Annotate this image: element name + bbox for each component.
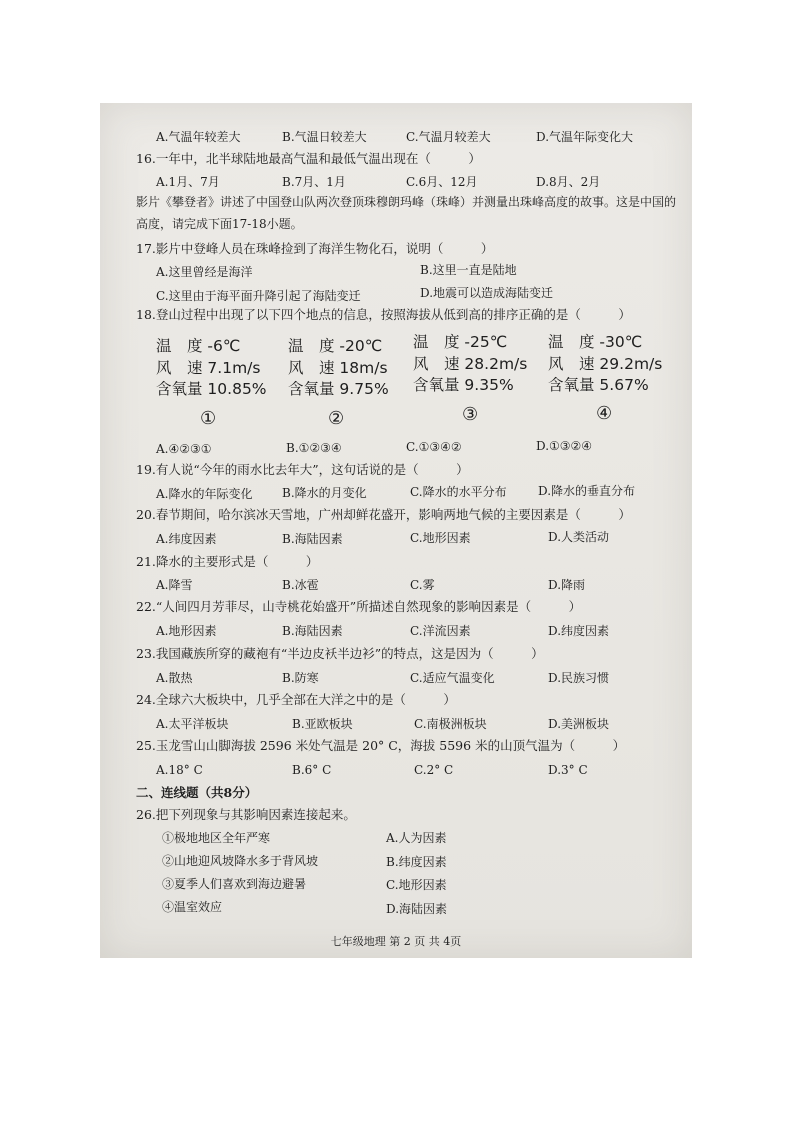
q25-option-a: A.18° C	[156, 763, 203, 777]
q18-stem: 18.登山过程中出现了以下四个地点的信息，按照海拔从低到高的排序正确的是（ ）	[136, 307, 631, 322]
place-4-mark: ④	[596, 403, 613, 424]
q17-option-a: A.这里曾经是海洋	[156, 265, 253, 279]
q26-left-3: ③夏季人们喜欢到海边避暑	[162, 877, 307, 891]
q15-option-c: C.气温月较差大	[406, 130, 491, 144]
q23-option-d: D.民族习惯	[548, 671, 610, 685]
q22-stem: 22.“人间四月芳菲尽，山寺桃花始盛开”所描述自然现象的影响因素是（ ）	[136, 599, 582, 614]
q15-option-d: D.气温年际变化大	[536, 130, 634, 144]
q16-stem: 16.一年中，北半球陆地最高气温和最低气温出现在（ ）	[136, 151, 481, 166]
place-1-oxygen: 含氧量 10.85%	[156, 380, 267, 398]
q23-option-c: C.适应气温变化	[410, 671, 495, 685]
q26-left-4: ④温室效应	[162, 900, 223, 914]
q18-option-b: B.①②③④	[286, 441, 342, 455]
q16-option-c: C.6月、12月	[406, 175, 478, 189]
place-1-mark: ①	[200, 408, 217, 429]
q18-option-c: C.①③④②	[406, 440, 462, 454]
q21-option-c: C.雾	[410, 578, 435, 592]
q22-option-c: C.洋流因素	[410, 624, 471, 638]
q17-option-b: B.这里一直是陆地	[420, 263, 517, 277]
place-1-wind: 风 速 7.1m/s	[156, 359, 261, 377]
q21-stem: 21.降水的主要形式是（ ）	[136, 554, 319, 569]
place-3-oxygen: 含氧量 9.35%	[413, 376, 514, 394]
q26-right-c: C.地形因素	[386, 878, 447, 892]
place-3-wind: 风 速 28.2m/s	[413, 355, 528, 373]
q24-option-c: C.南极洲板块	[414, 717, 487, 731]
q15-option-b: B.气温日较差大	[282, 130, 367, 144]
q16-option-a: A.1月、7月	[156, 175, 220, 189]
exam-page-photo	[100, 103, 692, 958]
q26-right-d: D.海陆因素	[386, 902, 448, 916]
section-2-heading: 二、连线题（共8分）	[136, 785, 258, 800]
q15-option-a: A.气温年较差大	[156, 130, 241, 144]
place-4-temp: 温 度 -30℃	[548, 333, 643, 351]
q25-option-d: D.3° C	[548, 763, 588, 777]
place-4-oxygen: 含氧量 5.67%	[548, 376, 649, 394]
q21-option-b: B.冰雹	[282, 578, 319, 592]
place-2-temp: 温 度 -20℃	[288, 337, 383, 355]
q23-stem: 23.我国藏族所穿的藏袍有“半边皮袄半边衫”的特点，这是因为（ ）	[136, 646, 544, 661]
place-2-wind: 风 速 18m/s	[288, 359, 388, 377]
q26-right-b: B.纬度因素	[386, 855, 447, 869]
q17-option-d: D.地震可以造成海陆变迁	[420, 286, 554, 300]
q16-option-d: D.8月、2月	[536, 175, 601, 189]
q19-option-a: A.降水的年际变化	[156, 487, 253, 501]
place-3-temp: 温 度 -25℃	[413, 333, 508, 351]
q19-option-c: C.降水的水平分布	[410, 485, 507, 499]
q20-option-d: D.人类活动	[548, 530, 610, 544]
q17-stem: 17.影片中登峰人员在珠峰捡到了海洋生物化石，说明（ ）	[136, 241, 494, 256]
q24-option-b: B.亚欧板块	[292, 717, 353, 731]
q19-option-b: B.降水的月变化	[282, 486, 367, 500]
q25-option-b: B.6° C	[292, 763, 332, 777]
intro-paragraph: 影片《攀登者》讲述了中国登山队两次登顶珠穆朗玛峰（珠峰）并测量出珠峰高度的故事。这是中国的高度，请完成下面17-18小题。	[136, 195, 677, 231]
place-3-mark: ③	[462, 404, 479, 425]
page-footer: 七年级地理 第 2 页 共 4页	[330, 935, 462, 948]
q26-stem: 26.把下列现象与其影响因素连接起来。	[136, 807, 356, 822]
q19-stem: 19.有人说“今年的雨水比去年大”，这句话说的是（ ）	[136, 462, 469, 477]
q25-stem: 25.玉龙雪山山脚海拔 2596 米处气温是 20° C，海拔 5596 米的山顶气温为（ ）	[136, 738, 626, 753]
q22-option-b: B.海陆因素	[282, 624, 343, 638]
q22-option-d: D.纬度因素	[548, 624, 610, 638]
q26-right-a: A.人为因素	[386, 831, 447, 845]
q17-option-c: C.这里由于海平面升降引起了海陆变迁	[156, 289, 361, 303]
q24-option-a: A.太平洋板块	[156, 717, 229, 731]
q20-stem: 20.春节期间，哈尔滨冰天雪地，广州却鲜花盛开，影响两地气候的主要因素是（ ）	[136, 507, 631, 522]
q22-option-a: A.地形因素	[156, 624, 217, 638]
q20-option-a: A.纬度因素	[156, 532, 217, 546]
place-4-wind: 风 速 29.2m/s	[548, 355, 663, 373]
q18-option-d: D.①③②④	[536, 439, 593, 453]
q23-option-a: A.散热	[156, 671, 193, 685]
q24-option-d: D.美洲板块	[548, 717, 610, 731]
q26-left-2: ②山地迎风坡降水多于背风坡	[162, 854, 319, 868]
place-2-mark: ②	[328, 408, 345, 429]
q21-option-d: D.降雨	[548, 578, 586, 592]
q16-option-b: B.7月、1月	[282, 175, 346, 189]
q18-option-a: A.④②③①	[156, 442, 212, 456]
q24-stem: 24.全球六大板块中，几乎全部在大洋之中的是（ ）	[136, 692, 456, 707]
place-1-temp: 温 度 -6℃	[156, 337, 241, 355]
q25-option-c: C.2° C	[414, 763, 454, 777]
q26-left-1: ①极地地区全年严寒	[162, 831, 271, 845]
q20-option-c: C.地形因素	[410, 531, 471, 545]
q19-option-d: D.降水的垂直分布	[538, 484, 636, 498]
q21-option-a: A.降雪	[156, 578, 193, 592]
q23-option-b: B.防寒	[282, 671, 319, 685]
place-2-oxygen: 含氧量 9.75%	[288, 380, 389, 398]
q20-option-b: B.海陆因素	[282, 532, 343, 546]
